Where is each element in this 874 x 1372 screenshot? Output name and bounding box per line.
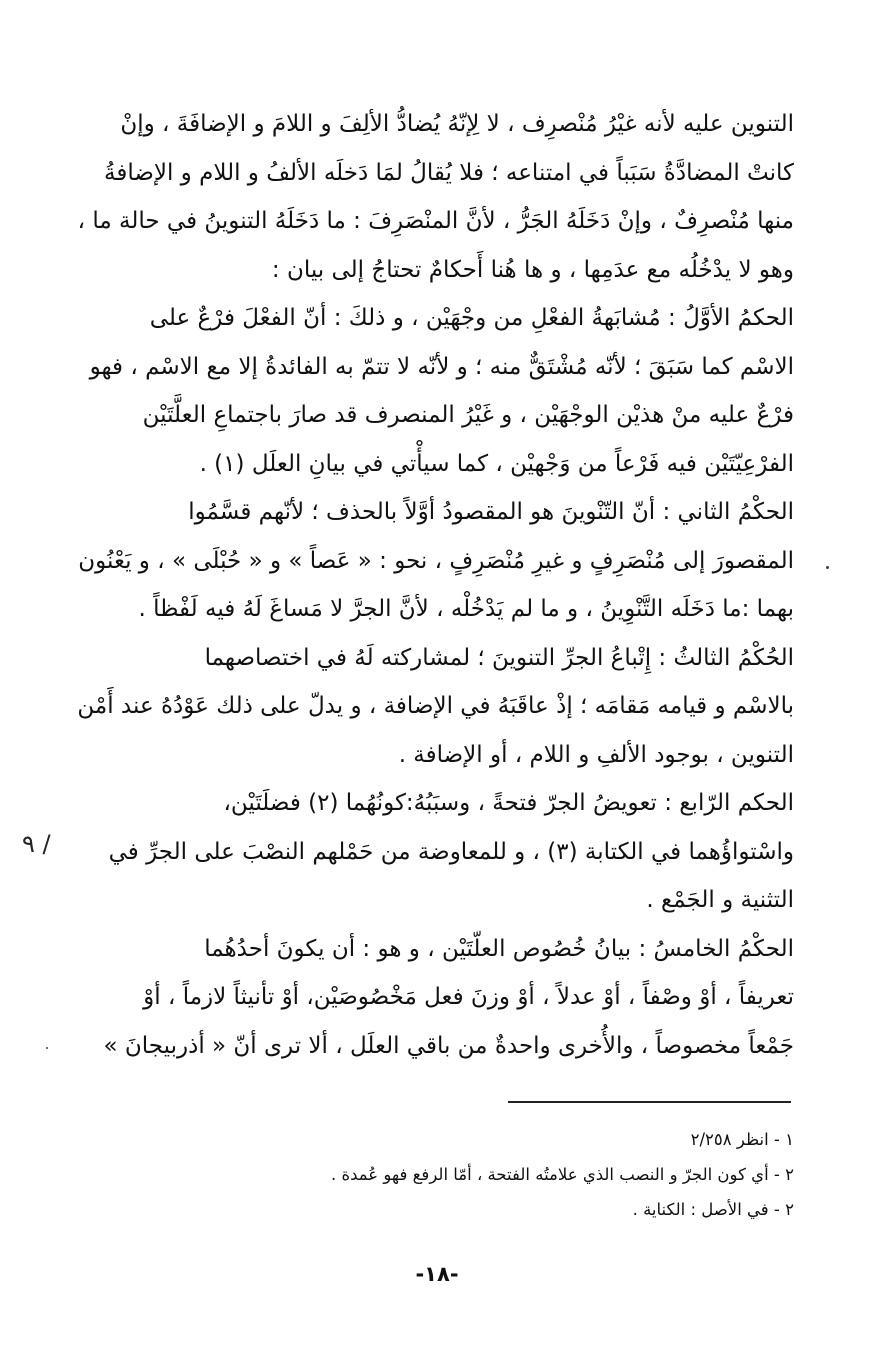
footnote: ٢ - في الأصل : الكناية . [632,1200,794,1219]
text-line: الحكم الرّابع : تعويضُ الجرّ فتحةً ، وسبَبُهُ:كونُهُما (٢) فضلَتَيْن، [223,790,794,816]
text-line: منها مُنْصرِفٌ ، وإنْ دَخَلَهُ الجَرُّ ، لأنَّ المنْصَرِفَ : ما دَخَلَهُ التنوينُ في حالة ما ، [77,208,794,234]
text-line: وهو لا يدْخُلُه مع عدَمِها ، و ها هُنا أَحكامٌ تحتاجُ إلى بيان : [271,256,794,283]
text-line: التثنية و الجَمْع . [646,887,794,913]
text-line: الحكمُ الأوَّلُ : مُشابَهةُ الفعْلِ من وجْهَيْن ، و ذلكَ : أنّ الفعْلَ فرْعٌ على [149,305,794,331]
text-line: التنوين عليه لأنه غيْرُ مُنْصرِف ، لا لِإنّهُ يُضادُّ الألِفَ و اللامَ و الإضافَةَ ، وإنْ [120,111,794,137]
scan-speck [826,566,829,569]
text-line: جَمْعاً مخصوصاً ، والأُخرى واحدةٌ من باقي العلَل ، ألا ترى أنّ « أذربيجانَ » [103,1032,794,1059]
footnote: ١ - انظر ٢/٢٥٨ [690,1130,794,1149]
text-line: واسْتواؤُهما في الكتابة (٣) ، و للمعاوضة من حَمْلهم النصْبَ على الجرِّ في [108,838,794,865]
footnote-separator [508,1101,791,1103]
text-line: الحُكْمُ الثالثُ : إِتْباعُ الجرِّ التنوينَ ؛ لمشاركته لَهُ في اختصاصهما [204,644,794,671]
text-line: فرْعٌ عليه منْ هذيْن الوجْهَيْن ، و غَيْرُ المنصرف قد صارَ باجتماعِ العلَّتَيْن [142,402,794,428]
text-line: التنوين ، بوجود الألفِ و اللام ، أو الإضافة . [398,741,794,768]
main-text [52,100,794,1070]
text-line: كانتْ المضادَّةُ سَبَباً في امتناعه ؛ فلا يُقالُ لمَا دَخلَه الألفُ و اللام و الإضافةُ [104,159,794,186]
text-line: بالاسْم و قيامه مَقامَه ؛ إذْ عاقَبَهُ في الإضافة ، و يدلّ على ذلك عَوْدُهُ عند أَمْن [77,693,794,719]
text-line: بهما :ما دَخَلَه التَّنْوِينُ ، و ما لم يَدْخُلْه ، لأنَّ الجرَّ لا مَساغَ لَهُ فيه لَفْظاً . [138,596,794,622]
footnotes [94,1122,794,1227]
text-line: الحكْمُ الثاني : أنّ التّنْوينَ هو المقصودُ أوَّلاً بالحذف ؛ لأنّهم قسَّمُوا [188,499,794,525]
text-line: الحكْمُ الخامسُ : بيانُ خُصُوص العلّتَيْن ، و هو : أن يكونَ أحدُهُما [204,935,794,962]
text-line: الاسْم كما سَبَقَ ؛ لأنّه مُشْتَقٌّ منه ؛ و لأنّه لا تتمّ به الفائدةُ إلا مع الاسْم ، فهو [89,353,794,380]
text-line: المقصورَ إلى مُنْصَرِفٍ و غيرِ مُنْصَرِفٍ ، نحو : « عَصاً » و « حُبْلَى » ، و يَعْنُون [78,547,794,574]
page-number: -١٨- [415,1262,459,1286]
footnote: ٢ - أي كون الجرّ و النصب الذي علامتُه الفتحة ، أمّا الرفع فهو عُمدة . [330,1165,794,1184]
scan-speck [46,1047,48,1049]
manuscript-folio-note: ٩ / [22,830,51,858]
text-line: الفرْعِيّتَيْن فيه فَرْعاً من وَجْهيْن ، كما سيأْتي في بيانِ العلَل (١) . [199,450,794,477]
text-line: تعريفاً ، أوْ وصْفاً ، أوْ عدلاً ، أوْ وزنَ فعل مَخْصُوصَيْن، أوْ تأنيثاً لازماً ، أوْ [143,984,794,1010]
